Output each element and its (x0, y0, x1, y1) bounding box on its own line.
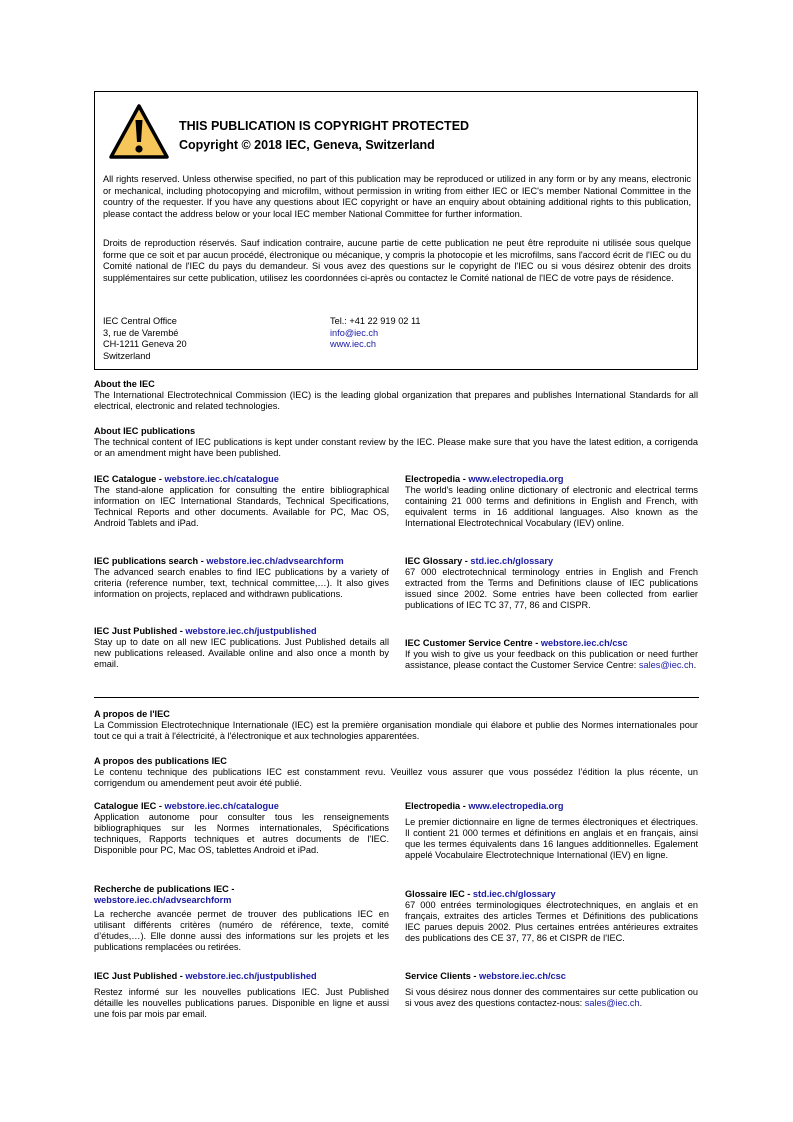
section-text: La recherche avancée permet de trouver des publications IEC en utilisant différents critères (numéro de référence, texte, comité d’études,…). Elle donne aussi des informations sur les projets et les publications remplacées ou retirées. (94, 909, 389, 952)
section-heading (405, 474, 698, 485)
just-published-link[interactable]: webstore.iec.ch/justpublished (185, 626, 317, 636)
glossary-link[interactable]: std.iec.ch/glossary (472, 889, 556, 899)
warning-icon (108, 103, 170, 161)
just-published-section-fr (94, 971, 389, 1020)
copyright-text-en: All rights reserved. Unless otherwise specified, no part of this publication may be reproduced or utilized in any form or by any means, electronic or mechanical, including photocopying and microfilm, without permission in writing from either IEC or IEC's member National Committee in the country of the requester. If you have any questions about IEC copyright or have an enquiry about obtaining additional rights to this publication, please contact the address below or your local IEC member National Committee for further information. (103, 174, 691, 219)
catalogue-section (94, 474, 389, 529)
electropedia-section-fr (405, 801, 698, 861)
catalogue-link[interactable]: webstore.iec.ch/catalogue (164, 801, 279, 811)
section-heading (405, 971, 698, 982)
section-text: 67 000 entrées terminologiques électrotechniques, en anglais et en français, extraites des articles Termes et Définitions des publications IEC parues depuis 2002. Plus certaines entrées antérieures extraites des publications des CE 37, 77, 86 et CISPR de l'IEC. (405, 900, 698, 943)
section-heading (94, 556, 389, 567)
electropedia-section (405, 474, 698, 529)
section-text: The International Electrotechnical Commission (IEC) is the leading global organization that prepares and publishes International Standards for all electrical, electronic and related technologies. (94, 390, 698, 411)
sales-email-link[interactable]: sales@iec.ch (584, 998, 640, 1008)
copyright-notice-box (94, 91, 698, 370)
heading-label: IEC Glossary - (405, 556, 471, 566)
copyright-text-fr: Droits de reproduction réservés. Sauf indication contraire, aucune partie de cette publication ne peut être reproduite ni utilisée sous quelque forme que ce soit et par aucun procédé, électronique ou mécanique, y compris la photocopie et les microfilms, sans l'accord écrit de l'IEC ou du Comité national de l'IEC du pays du demandeur. Si vous avez des questions sur le copyright de l'IEC ou si vous désirez obtenir des droits supplémentaires sur cette publication, utilisez les coordonnées ci-après ou contactez le Comité national de l'IEC de votre pays de résidence. (103, 238, 691, 283)
section-text: Si vous désirez nous donner des commentaires sur cette publication ou si vous avez des questions contactez-nous: (405, 987, 698, 1008)
section-text: 67 000 electrotechnical terminology entries in English and French extracted from the Terms and Definitions clause of IEC publications issued since 2002. Some entries have been collected from earlier publications of IEC TC 37, 77, 86 and CISPR. (405, 567, 698, 610)
contact-info (330, 316, 421, 351)
section-heading (94, 971, 389, 982)
about-publications-section (94, 426, 698, 459)
csc-link[interactable]: webstore.iec.ch/csc (479, 971, 566, 981)
section-heading (405, 638, 698, 649)
heading-label: Electropedia - (405, 474, 469, 484)
section-heading (405, 801, 698, 812)
copyright-title: THIS PUBLICATION IS COPYRIGHT PROTECTED (179, 119, 470, 133)
section-text: La Commission Electrotechnique Internationale (IEC) est la première organisation mondiale qui élabore et publie des Normes internationales pour tout ce qui a trait à l'électricité, à l'électronique et aux technologies apparentées. (94, 720, 698, 741)
section-heading: About the IEC (94, 379, 155, 389)
electropedia-link[interactable]: www.electropedia.org (468, 801, 564, 811)
customer-service-section-fr (405, 971, 698, 1009)
just-published-link[interactable]: webstore.iec.ch/justpublished (185, 971, 317, 981)
search-section (94, 556, 389, 600)
search-section-fr (94, 884, 389, 953)
section-text: The advanced search enables to find IEC publications by a variety of criteria (reference number, text, technical committee,…). It also gives information on projects, replaced and withdrawn publications. (94, 567, 389, 599)
heading-label: Service Clients - (405, 971, 480, 981)
about-iec-section-fr (94, 709, 698, 742)
section-heading: About IEC publications (94, 426, 196, 436)
customer-service-section (405, 638, 698, 671)
heading-label: Catalogue IEC - (94, 801, 165, 811)
section-heading (94, 801, 389, 812)
section-text: The world's leading online dictionary of electronic and electrical terms containing 21 000 terms and definitions in English and French, with equivalent terms in 16 additional languages. Also known as the International Electrotechnical Vocabulary (IEV) online. (405, 485, 698, 528)
address-line: IEC Central Office (103, 316, 177, 326)
section-text: If you wish to give us your feedback on this publication or need further assistance, please contact the Customer Service Centre: (405, 649, 698, 670)
sales-email-link[interactable]: sales@iec.ch (638, 660, 694, 670)
punctuation: . (639, 998, 643, 1008)
section-text: Le contenu technique des publications IEC est constamment revu. Veuillez vous assurer que vous possédez l’édition la plus récente, un corrigendum ou amendement peut avoir été publié. (94, 767, 698, 788)
glossary-link[interactable]: std.iec.ch/glossary (470, 556, 554, 566)
punctuation: . (693, 660, 697, 670)
search-link[interactable]: webstore.iec.ch/advsearchform (94, 895, 232, 905)
section-heading: A propos de l'IEC (94, 709, 170, 719)
heading-label: IEC Catalogue - (94, 474, 165, 484)
address-line: CH-1211 Geneva 20 (103, 339, 187, 349)
telephone: Tel.: +41 22 919 02 11 (330, 316, 421, 326)
section-heading (405, 889, 698, 900)
search-link[interactable]: webstore.iec.ch/advsearchform (206, 556, 344, 566)
email-link[interactable]: info@iec.ch (330, 327, 379, 338)
address-line: 3, rue de Varembé (103, 327, 179, 338)
section-heading: A propos des publications IEC (94, 756, 227, 766)
heading-label: Recherche de publications IEC - (94, 884, 235, 894)
section-heading (94, 884, 389, 906)
language-divider (94, 697, 699, 698)
section-text: Stay up to date on all new IEC publications. Just Published details all new publications released. Available online and also once a month by email. (94, 637, 389, 669)
copyright-subtitle: Copyright © 2018 IEC, Geneva, Switzerland (179, 138, 435, 152)
postal-address (103, 316, 187, 362)
section-heading (94, 626, 389, 637)
heading-label: Glossaire IEC - (405, 889, 473, 899)
section-heading (94, 474, 389, 485)
section-text: Le premier dictionnaire en ligne de termes électroniques et électriques. Il contient 21 000 termes et définitions en anglais et en français, ainsi que les termes équivalents dans 16 langues additionnelles. Egalement appelé Vocabulaire Electrotechnique International (IEV) en ligne. (405, 817, 698, 860)
heading-label: IEC Customer Service Centre - (405, 638, 541, 648)
just-published-section (94, 626, 389, 670)
address-line: Switzerland (103, 350, 151, 361)
heading-label: IEC Just Published - (94, 971, 186, 981)
heading-label: IEC publications search - (94, 556, 207, 566)
section-text: The stand-alone application for consulting the entire bibliographical information on IEC International Standards, Technical Specifications, Technical Reports and other documents. Available for PC, Mac OS, Android Tablets and iPad. (94, 485, 389, 528)
about-publications-section-fr (94, 756, 698, 789)
about-iec-section (94, 379, 698, 412)
csc-link[interactable]: webstore.iec.ch/csc (540, 638, 628, 648)
glossary-section (405, 556, 698, 611)
heading-label: IEC Just Published - (94, 626, 186, 636)
electropedia-link[interactable]: www.electropedia.org (468, 474, 564, 484)
section-text: The technical content of IEC publications is kept under constant review by the IEC. Please make sure that you have the latest edition, a corrigenda or an amendment might have been published. (94, 437, 698, 458)
glossary-section-fr (405, 889, 698, 944)
catalogue-link[interactable]: webstore.iec.ch/catalogue (164, 474, 279, 484)
catalogue-section-fr (94, 801, 389, 856)
section-text: Application autonome pour consulter tous les renseignements bibliographiques sur les Normes internationales, Spécifications techniques, Rapports techniques et autres documents de l'IEC. Disponible pour PC, Mac OS, tablettes Android et iPad. (94, 812, 389, 855)
heading-label: Electropedia - (405, 801, 469, 811)
section-heading (405, 556, 698, 567)
website-link[interactable]: www.iec.ch (330, 339, 376, 349)
section-text: Restez informé sur les nouvelles publications IEC. Just Published détaille les nouvelles publications parues. Disponible en ligne et aussi une fois par mois par email. (94, 987, 389, 1019)
